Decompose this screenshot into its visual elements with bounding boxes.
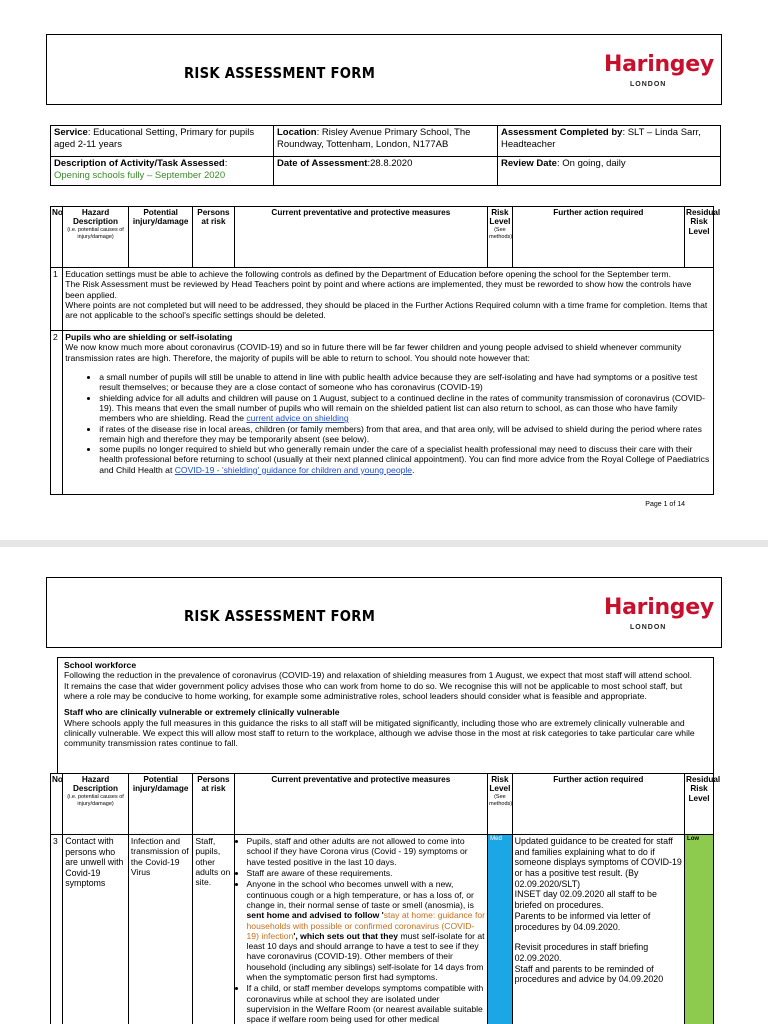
section-heading: Staff who are clinically vulnerable or extremely clinically vulnerable xyxy=(64,707,340,718)
logo-wordmark: Haringey xyxy=(604,595,714,620)
col-hazard: Hazard Description (i.e. potential causes of injury/damage) xyxy=(63,207,129,268)
section-heading: School workforce xyxy=(64,660,137,670)
form-title: RISK ASSESSMENT FORM xyxy=(184,607,376,625)
list-item: • Pupils, staff and other adults are not allowed to come into school if they have Corona virus (Covid - 19) symptoms or have tested positive in the last 10 days. xyxy=(247,836,486,867)
row-content: Education settings must be able to achieve the following controls as defined by the Department of Education before opening the school for the September term. The Risk Assessment must be reviewed by Head Teachers point by point and where actions are implemented, they must be reworded to show how the controls have been applied. Where points are not completed but will need to be addressed, they should be placed in the Further Actions Required column with a time frame for completion. Items that are not applicable to the school's specific settings should be deleted. xyxy=(63,268,714,331)
row-heading: Pupils who are shielding or self-isolating xyxy=(65,332,233,342)
logo-subtext: LONDON xyxy=(630,624,667,631)
stay-at-home-guidance-link[interactable]: stay at home: guidance for households with possible or confirmed coronavirus (COVID-19) infection xyxy=(246,910,485,941)
col-further: Further action required xyxy=(512,207,684,268)
page-header xyxy=(46,34,722,105)
table-header-row xyxy=(51,207,714,268)
school-workforce-section: School workforce Following the reduction in the prevalence of coronavirus (COVID-19) and relaxation of shielding measures from 1 August, we expect that most staff will attend school. It remains the case that wider government policy advises those who can work from home to do so. We recognise this will not be applicable to most school staff, but where a role may be conducive to home working, for example some administrative roles, school leaders should consider what is feasible and appropriate. Staff who are clinically vulnerable or extremely clinically vulnerable Where schools apply the full measures in this guidance the risks to all staff will be mitigated significantly, including those who are extremely clinically vulnerable and clinically vulnerable. We expect this will allow most staff to return to the workplace, although we advise those in the most at risk categories to take particular care while community transmission rates continue to fall. xyxy=(57,657,714,773)
list-item: • some pupils no longer required to shield but who generally remain under the care of a specialist health professional may need to discuss their care with their health professional before returning to school (usually at their next planned clinical appointment). You can find more advice from the Royal College of Paediatrics and Child Health at COVID-19 - 'shielding' guidance for children and young people. xyxy=(99,444,711,475)
col-no: No xyxy=(51,774,63,835)
page-header xyxy=(46,577,722,648)
form-title: RISK ASSESSMENT FORM xyxy=(184,64,376,82)
location-cell: Location: Risley Avenue Primary School, The Roundway, Tottenham, London, N177AB xyxy=(274,126,498,157)
measures-cell xyxy=(234,835,488,1024)
col-injury: Potential injury/damage xyxy=(128,774,193,835)
logo-wordmark: Haringey xyxy=(604,52,714,77)
risk-table-page-2 xyxy=(50,773,721,1024)
col-injury: Potential injury/damage xyxy=(128,207,193,268)
rcpch-guidance-link[interactable]: COVID-19 - 'shielding' guidance for children and young people xyxy=(174,464,413,475)
row-number: 1 xyxy=(51,268,63,331)
risk-level-badge: Med xyxy=(488,835,512,1024)
row-content: Pupils who are shielding or self-isolating We now know much more about coronavirus (COVID-19) and so in future there will be far fewer children and young people advised to shield whenever community transmission rates are high. Therefore, the majority of pupils will be able to return to school. You should note however that: • a small number of pupils will still be unable to attend in line with public health advice because they are self-isolating and have had symptoms or a positive test result themselves; or because they are a close contact of someone who has coronavirus (COVID-19) • shielding advice for all adults and children will pause on 1 August, subject to a continued decline in the rates of community transmission of coronavirus (COVID-19). This means that even the small number of pupils who will remain on the shielded patient list can also return to school, as can those who have family members who are shielding. Read the current advice on shielding • if rates of the disease rise in local areas, children (or family members) from that area, and that area only, will be advised to shield during the period where rates remain high and therefore they may be temporarily absent (see below). • some pupils no longer required to shield but who generally remain under the care of a specialist health professional may need to discuss their care with their health professional before returning to school (usually at their next planned clinical appointment). You can find more advice from the Royal College of Paediatrics and Child Health at COVID-19 - 'shielding' guidance for children and young people. xyxy=(63,331,714,495)
further-action-cell: Updated guidance to be created for staff and families explaining what to do if someone displays symptoms of COVID-19 or has a positive test result. (By 02.09.2020/SLT) INSET day 02.09.2020 all staff to be briefed on procedures. Parents to be informed via letter of procedures by 04.09.2020. Revisit procedures in staff briefing 02.09.2020. Staff and parents to be reminded of procedures and advice by 04.09.2020 xyxy=(512,835,684,1024)
risk-table-page-1 xyxy=(50,206,721,495)
shielding-list xyxy=(99,372,711,475)
row-number: 2 xyxy=(51,331,63,495)
list-item: • a small number of pupils will still be unable to attend in line with public health advice because they are self-isolating and have had symptoms or a positive test result themselves; or because they are a close contact of someone who has coronavirus (COVID-19) xyxy=(99,372,711,393)
activity-value: Opening schools fully – September 2020 xyxy=(54,169,226,181)
col-hazard: Hazard Description (i.e. potential causes of injury/damage) xyxy=(63,774,129,835)
completed-by-cell: Assessment Completed by: SLT – Linda Sarr, Headteacher xyxy=(498,126,721,157)
col-measures: Current preventative and protective measures xyxy=(234,207,488,268)
col-no: No xyxy=(51,207,63,268)
col-further: Further action required xyxy=(512,774,684,835)
page-number: Page 1 of 14 xyxy=(645,501,685,508)
col-persons: Persons at risk xyxy=(193,207,234,268)
hazard-cell: Contact with persons who are unwell with Covid-19 symptoms xyxy=(63,835,129,1024)
table-row xyxy=(51,835,714,1024)
review-date-cell: Review Date: On going, daily xyxy=(498,157,721,186)
haringey-logo xyxy=(604,595,714,637)
row-number: 3 xyxy=(51,835,63,1024)
table-header-row xyxy=(51,774,714,835)
col-risk: Risk Level (See methods) xyxy=(488,774,512,835)
col-residual: Residual Risk Level xyxy=(685,774,714,835)
col-residual: Residual Risk Level xyxy=(685,207,714,268)
activity-cell: Description of Activity/Task Assessed: Opening schools fully – September 2020 xyxy=(51,157,274,186)
logo-subtext: LONDON xyxy=(630,81,667,88)
col-measures: Current preventative and protective measures xyxy=(234,774,488,835)
assessment-info-table xyxy=(50,125,721,186)
table-row xyxy=(51,331,714,495)
list-item: • shielding advice for all adults and children will pause on 1 August, subject to a continued decline in the rates of community transmission of coronavirus (COVID-19). This means that even the small number of pupils who will remain on the shielded patient list can also return to school, as can those who have family members who are shielding. Read the current advice on shielding xyxy=(99,393,711,424)
col-risk: Risk Level (See methods) xyxy=(488,207,512,268)
table-row xyxy=(51,268,714,331)
shielding-advice-link[interactable]: current advice on shielding xyxy=(246,413,349,424)
haringey-logo xyxy=(604,52,714,94)
persons-cell: Staff, pupils, other adults on site. xyxy=(193,835,234,1024)
service-cell: Service: Educational Setting, Primary for pupils aged 2-11 years xyxy=(51,126,274,157)
date-cell: Date of Assessment:28.8.2020 xyxy=(274,157,498,186)
injury-cell: Infection and transmission of the Covid-19 Virus xyxy=(128,835,193,1024)
list-item: • if rates of the disease rise in local areas, children (or family members) from that area, and that area only, will be advised to shield during the period where rates remain high and therefore they may be temporarily absent (see below). xyxy=(99,424,711,445)
list-item: • If a child, or staff member develops symptoms compatible with coronavirus while at school they are isolated under supervision in the Welfare Room (or nearest available suitable space if welfare room being used for other medical xyxy=(247,983,486,1024)
list-item: • Staff are aware of these requirements. xyxy=(247,868,486,878)
residual-risk-badge: Low xyxy=(685,835,714,1024)
col-persons: Persons at risk xyxy=(193,774,234,835)
list-item: • Anyone in the school who becomes unwell with a new, continuous cough or a high temperature, or has a loss of, or change in, their normal sense of taste or smell (anosmia), is sent home and advised to follow 'stay at home: guidance for households with possible or confirmed coronavirus (COVID-19) infection', which sets out that they must self-isolate for at least 10 days and should arrange to have a test to see if they have coronavirus (COVID-19). Other members of their household (including any siblings) self-isolate for 14 days from when the symptomatic person first had symptoms. xyxy=(247,879,486,982)
